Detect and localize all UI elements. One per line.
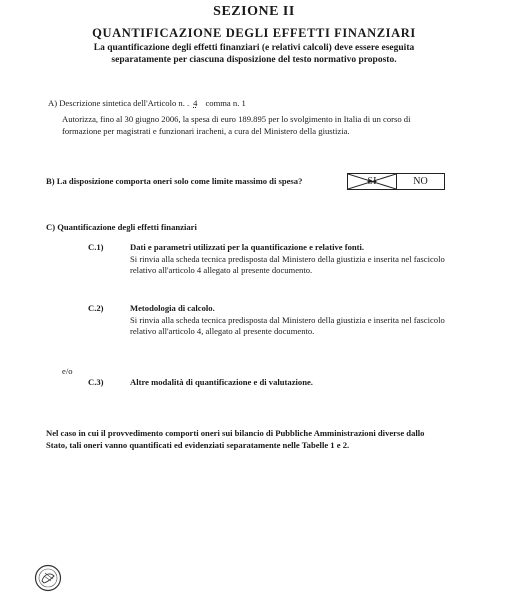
page-title: QUANTIFICAZIONE DEGLI EFFETTI FINANZIARI [92, 26, 416, 40]
option-no [397, 174, 444, 189]
c1-block [130, 242, 480, 277]
si-no-box [347, 173, 445, 190]
part-a-line-2: formazione per magistrati e funzionari iracheni, a cura del Ministero della giustizia. [62, 125, 350, 136]
c2-title: Metodologia di calcolo. [130, 303, 215, 313]
option-si-label: SI [367, 176, 377, 187]
section-title: SEZIONE II [213, 4, 295, 19]
footer-line-1: Nel caso in cui il provvedimento comporti oneri sui bilancio di Pubbliche Amministrazioni diverse dallo [46, 428, 425, 438]
part-c-heading: C) Quantificazione degli effetti finanziari [46, 222, 197, 232]
seal-stamp-icon [34, 564, 62, 592]
c2-block [130, 303, 480, 338]
part-b-question: B) La disposizione comporta oneri solo come limite massimo di spesa? [46, 176, 303, 186]
c2-line-2: relativo all'articolo 4, allegato al presente documento. [130, 326, 315, 336]
part-a-line-1: Autorizza, fino al 30 giugno 2006, la spesa di euro 189.895 per lo svolgimento in Italia di un corso di [62, 114, 411, 124]
c1-title: Dati e parametri utilizzati per la quantificazione e relative fonti. [130, 242, 365, 252]
c2-label: C.2) [88, 303, 104, 313]
comma-label: comma n. 1 [205, 98, 246, 108]
c3-label: C.3) [88, 377, 104, 387]
part-a-heading [48, 98, 246, 110]
subtitle-line-1: La quantificazione degli effetti finanziari (e relativi calcoli) deve essere eseguita [93, 43, 415, 53]
and-or-label: e/o [62, 366, 73, 376]
article-number: 4 [193, 98, 198, 108]
part-a-description [62, 114, 462, 137]
c1-label: C.1) [88, 242, 104, 252]
option-no-label: NO [413, 176, 428, 187]
footer-line-2: Stato, tali oneri vanno quantificati ed evidenziati separatamente nelle Tabelle 1 e 2. [46, 439, 350, 450]
c1-line-2: relativo all'articolo 4 allegato al presente documento. [130, 265, 313, 275]
option-si [348, 174, 397, 189]
subtitle-line-2: separatamente per ciascuna disposizione del testo normativo proposto. [111, 55, 397, 65]
subtitle [40, 42, 468, 66]
part-a-label: A) Descrizione sintetica dell'Articolo n. . [48, 98, 190, 108]
c1-line-1: Si rinvia alla scheda tecnica predisposta dal Ministero della giustizia e inserita nel fascicolo [130, 253, 445, 264]
c2-line-1: Si rinvia alla scheda tecnica predisposta dal Ministero della giustizia e inserita nel fascicolo [130, 314, 445, 325]
footer-note [46, 428, 486, 451]
c3-title: Altre modalità di quantificazione e di valutazione. [130, 377, 313, 387]
